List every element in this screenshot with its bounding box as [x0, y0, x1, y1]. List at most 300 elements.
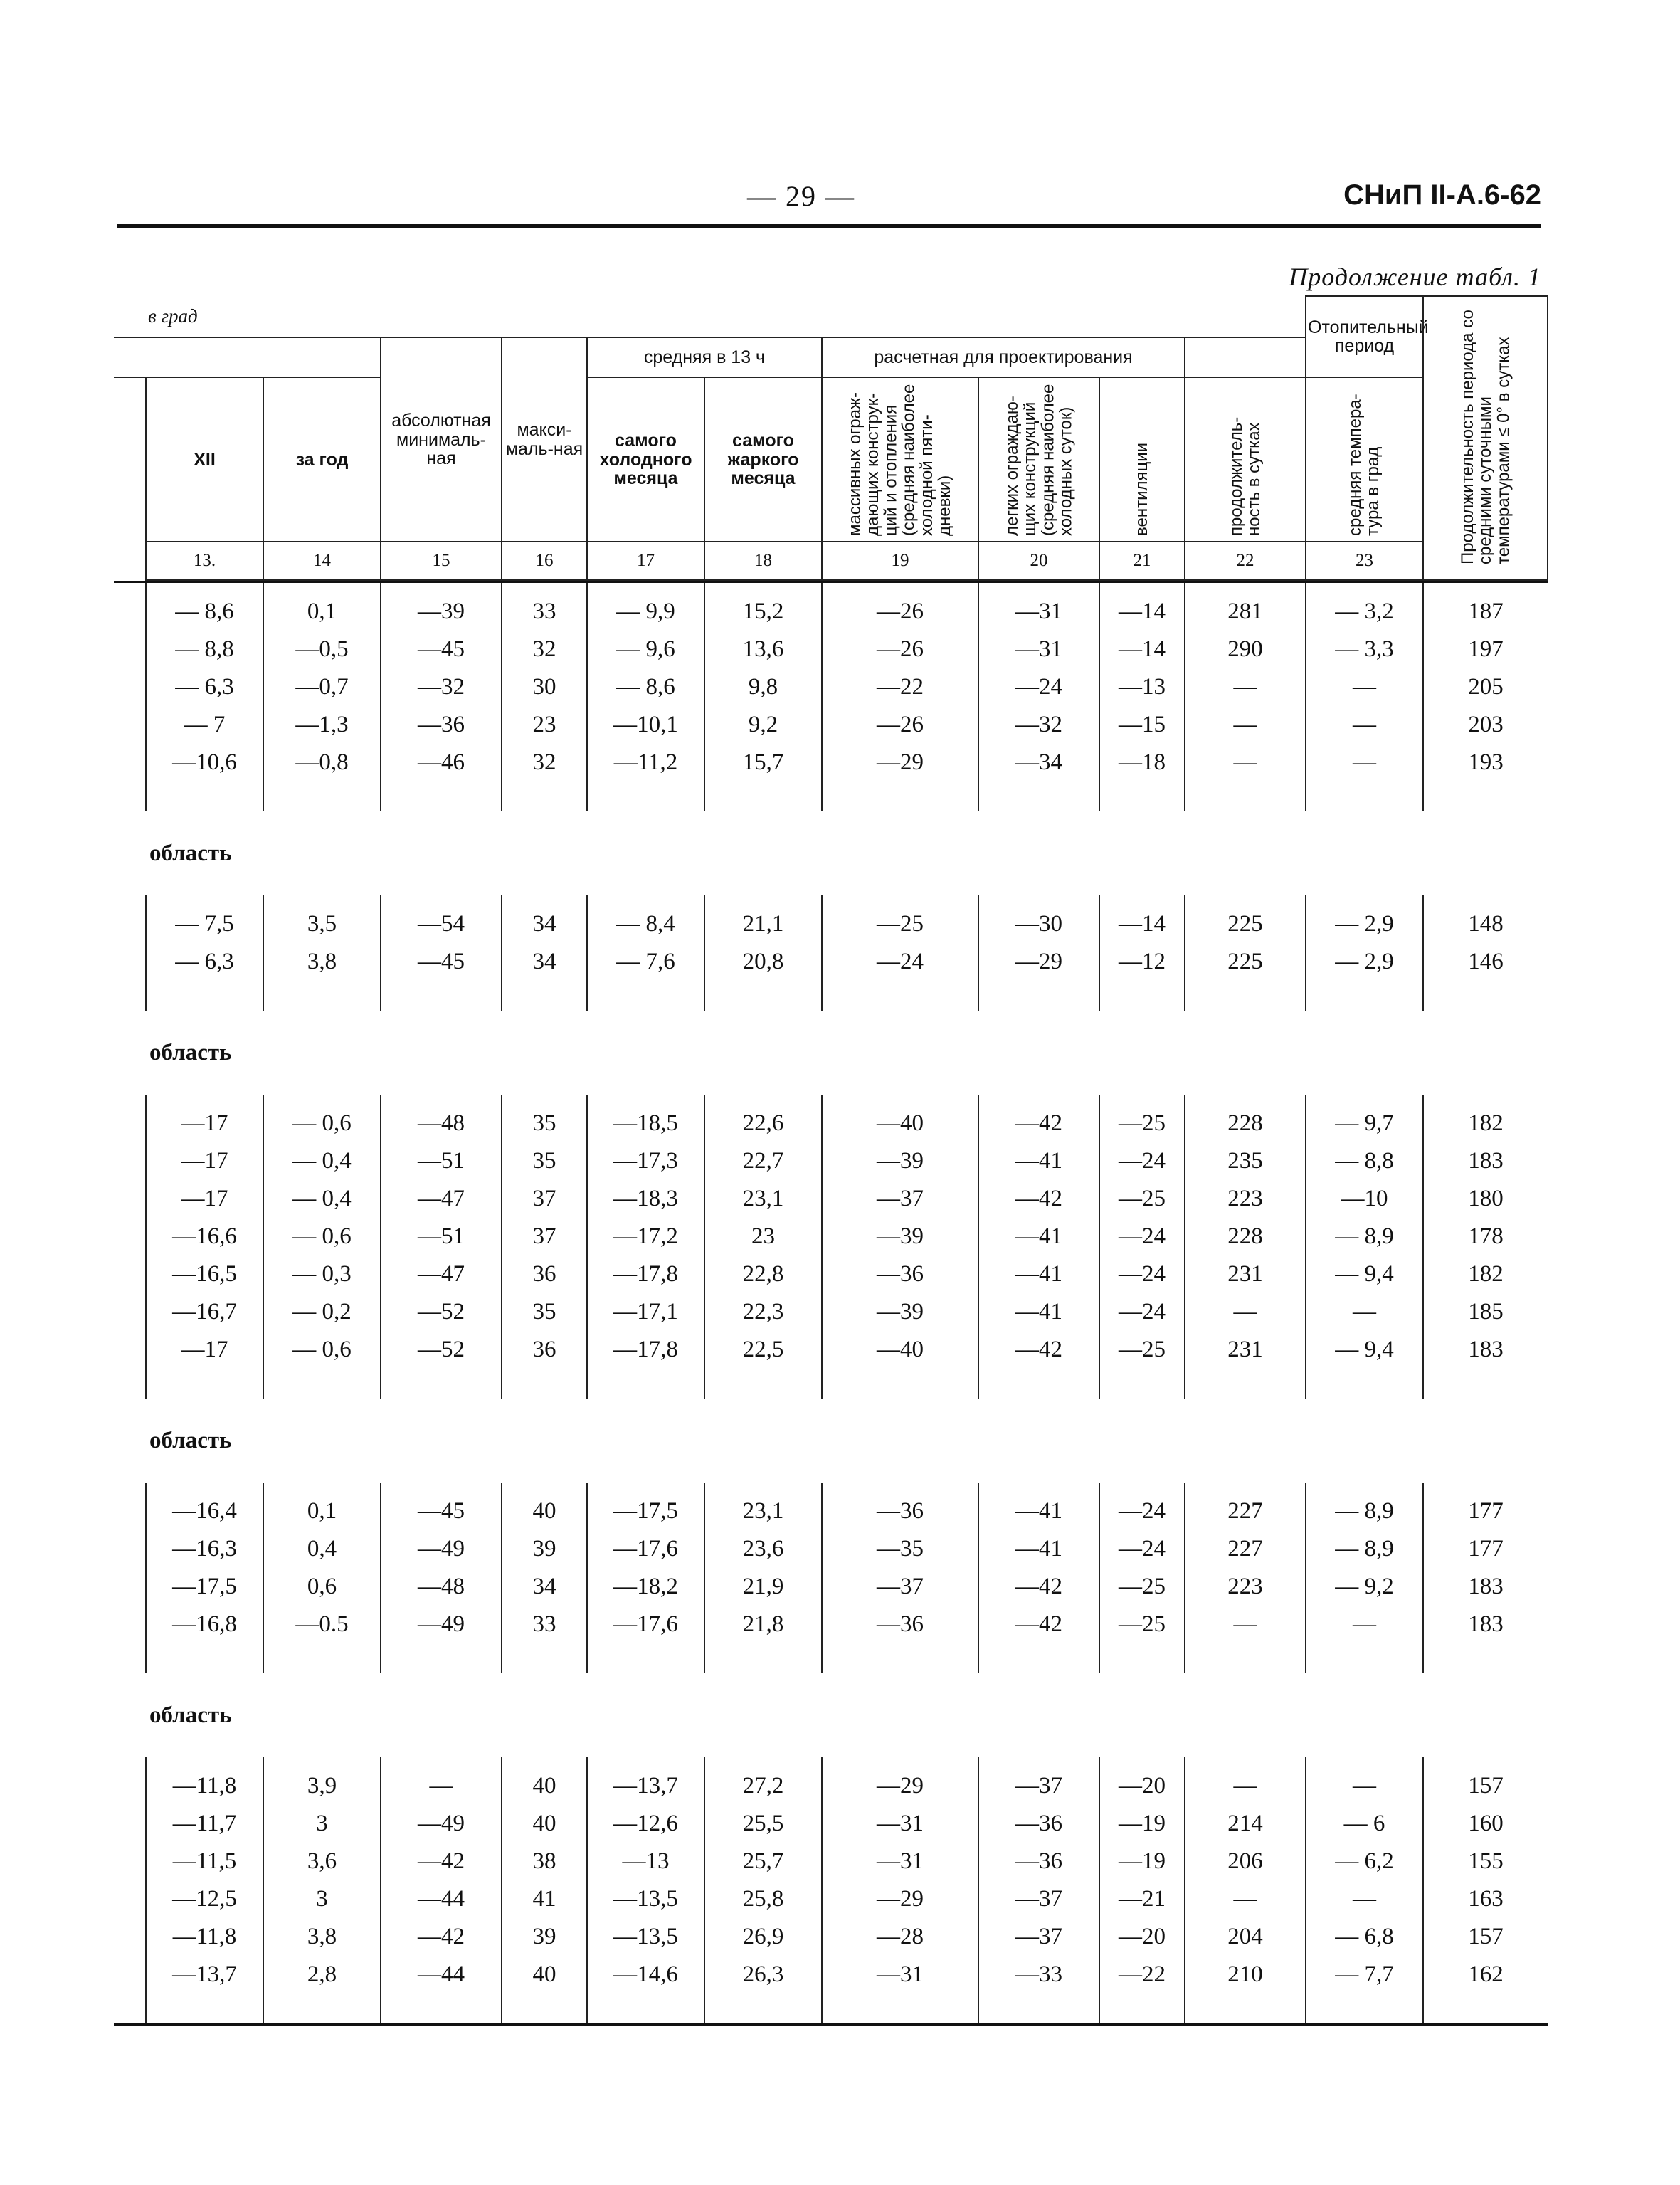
table-cell-col14: —0,8 — [263, 744, 381, 781]
table-cell-col18: 9,2 — [704, 706, 822, 744]
data-group — [114, 895, 1548, 1011]
table-cell-col16: 23 — [502, 706, 587, 744]
table-cell-col17: —17,8 — [587, 1255, 704, 1293]
table-cell-col19: —26 — [822, 631, 978, 668]
table-cell-col17: —18,3 — [587, 1180, 704, 1218]
table-row — [114, 1180, 1548, 1218]
col19-text: массивных ограж-дающих конструк-ций и отопления (средняя наиболее холодной пяти-дневки) — [845, 384, 955, 536]
table-cell-col17: —18,2 — [587, 1568, 704, 1606]
table-cell-col21: —14 — [1099, 593, 1185, 631]
table-cell-col15: —44 — [381, 1880, 502, 1918]
table-cell-col21: —25 — [1099, 1180, 1185, 1218]
table-cell-col23: — 2,9 — [1306, 905, 1423, 943]
col14-header: за год — [263, 377, 381, 542]
col13-header: XII — [146, 377, 263, 542]
table-cell-col18: 23,1 — [704, 1180, 822, 1218]
table-cell-col14: — 0,6 — [263, 1105, 381, 1142]
table-cell-col13: —16,7 — [146, 1293, 263, 1331]
table-cell-col18: 21,8 — [704, 1606, 822, 1643]
table-cell-col19: —39 — [822, 1293, 978, 1331]
table-cell-col23: — 6,8 — [1306, 1918, 1423, 1956]
table-cell-col19: —26 — [822, 593, 978, 631]
region-label: область — [149, 1702, 232, 1729]
col-number: 17 — [587, 542, 704, 580]
table-cell-col23: — 6,2 — [1306, 1843, 1423, 1880]
table-cell-col18: 25,8 — [704, 1880, 822, 1918]
row-margin — [114, 1180, 146, 1218]
table-cell-col21: —25 — [1099, 1568, 1185, 1606]
table-cell-col14: 3,9 — [263, 1767, 381, 1805]
table-row — [114, 1492, 1548, 1530]
table-cell-col19: —25 — [822, 905, 978, 943]
table-cell-col22: — — [1185, 706, 1306, 744]
col16-header: макси-маль-ная — [502, 337, 587, 542]
data-group — [114, 1483, 1548, 1673]
table-cell-col22: 290 — [1185, 631, 1306, 668]
table-cell-col18: 13,6 — [704, 631, 822, 668]
table-cell-col24: 203 — [1423, 706, 1548, 744]
table-cell-col23: — 8,8 — [1306, 1142, 1423, 1180]
row-margin — [114, 1218, 146, 1255]
table-cell-col23: — 9,4 — [1306, 1331, 1423, 1369]
table-cell-col21: —19 — [1099, 1805, 1185, 1843]
table-cell-col16: 40 — [502, 1767, 587, 1805]
table-cell-col22: 223 — [1185, 1568, 1306, 1606]
header-spacer — [114, 337, 381, 377]
row-margin — [114, 1142, 146, 1180]
table-cell-col21: —19 — [1099, 1843, 1185, 1880]
table-cell-col24: 148 — [1423, 905, 1548, 943]
table-cell-col16: 30 — [502, 668, 587, 706]
table-cell-col19: —36 — [822, 1492, 978, 1530]
table-cell-col17: — 7,6 — [587, 943, 704, 981]
table-cell-col19: —29 — [822, 744, 978, 781]
col-number: 20 — [978, 542, 1099, 580]
table-cell-col16: 39 — [502, 1918, 587, 1956]
table-cell-col24: 157 — [1423, 1918, 1548, 1956]
table-cell-col21: —24 — [1099, 1255, 1185, 1293]
table-cell-col13: —17 — [146, 1331, 263, 1369]
table-cell-col18: 23 — [704, 1218, 822, 1255]
table-cell-col16: 39 — [502, 1530, 587, 1568]
col-number: 22 — [1185, 542, 1306, 580]
table-cell-col24: 197 — [1423, 631, 1548, 668]
col-number: 18 — [704, 542, 822, 580]
table-cell-col13: —11,8 — [146, 1918, 263, 1956]
table-cell-col18: 15,7 — [704, 744, 822, 781]
table-cell-col22: 225 — [1185, 943, 1306, 981]
table-cell-col19: —29 — [822, 1767, 978, 1805]
table-cell-col16: 34 — [502, 1568, 587, 1606]
table-cell-col17: —13,5 — [587, 1880, 704, 1918]
top-rule — [117, 224, 1541, 228]
table-cell-col22: 223 — [1185, 1180, 1306, 1218]
table-cell-col16: 40 — [502, 1956, 587, 1994]
table-cell-col16: 38 — [502, 1843, 587, 1880]
table-cell-col20: —24 — [978, 668, 1099, 706]
table-cell-col13: — 6,3 — [146, 668, 263, 706]
table-cell-col15: —44 — [381, 1956, 502, 1994]
row-margin — [114, 1293, 146, 1331]
table-cell-col13: —11,5 — [146, 1843, 263, 1880]
table-cell-col14: 3 — [263, 1805, 381, 1843]
region-label: область — [149, 1428, 232, 1454]
region-label: область — [149, 1040, 232, 1066]
col23-text: средняя темпера-тура в град — [1346, 394, 1383, 536]
table-cell-col14: — 0,2 — [263, 1293, 381, 1331]
table-row — [114, 668, 1548, 706]
table-cell-col24: 182 — [1423, 1255, 1548, 1293]
table-cell-col13: —10,6 — [146, 744, 263, 781]
table-cell-col17: — 8,6 — [587, 668, 704, 706]
table-cell-col19: —36 — [822, 1255, 978, 1293]
table-cell-col23: — 9,4 — [1306, 1255, 1423, 1293]
table-row — [114, 1105, 1548, 1142]
data-group — [114, 1757, 1548, 2023]
table-cell-col19: —40 — [822, 1331, 978, 1369]
table-row — [114, 1918, 1548, 1956]
table-cell-col18: 23,1 — [704, 1492, 822, 1530]
table-cell-col21: —24 — [1099, 1530, 1185, 1568]
table-cell-col20: —36 — [978, 1805, 1099, 1843]
table-cell-col20: —42 — [978, 1568, 1099, 1606]
table-cell-col13: —16,5 — [146, 1255, 263, 1293]
table-cell-col14: 0,1 — [263, 593, 381, 631]
table-cell-col13: —16,6 — [146, 1218, 263, 1255]
table-cell-col20: —42 — [978, 1606, 1099, 1643]
table-cell-col24: 205 — [1423, 668, 1548, 706]
table-cell-col15: —46 — [381, 744, 502, 781]
row-margin — [114, 1530, 146, 1568]
table-row — [114, 1530, 1548, 1568]
col-number: 14 — [263, 542, 381, 580]
data-group — [114, 583, 1548, 811]
table-cell-col15: —42 — [381, 1843, 502, 1880]
table-cell-col15: — — [381, 1767, 502, 1805]
table-cell-col23: — 9,7 — [1306, 1105, 1423, 1142]
table-cell-col23: — 2,9 — [1306, 943, 1423, 981]
table-cell-col17: — 9,6 — [587, 631, 704, 668]
table-cell-col20: —37 — [978, 1767, 1099, 1805]
table-cell-col20: —41 — [978, 1218, 1099, 1255]
col-number: 15 — [381, 542, 502, 580]
mean-13h-header: средняя в 13 ч — [587, 337, 822, 377]
table-cell-col17: —13 — [587, 1843, 704, 1880]
table-cell-col15: —52 — [381, 1331, 502, 1369]
table-cell-col14: 3,8 — [263, 1918, 381, 1956]
col-number: 21 — [1099, 542, 1185, 580]
table-cell-col23: — 6 — [1306, 1805, 1423, 1843]
table-cell-col15: —51 — [381, 1142, 502, 1180]
table-cell-col22: 206 — [1185, 1843, 1306, 1880]
table-cell-col24: 157 — [1423, 1767, 1548, 1805]
table-cell-col16: 33 — [502, 593, 587, 631]
table-cell-col15: —47 — [381, 1255, 502, 1293]
table-cell-col24: 183 — [1423, 1331, 1548, 1369]
table-cell-col21: —20 — [1099, 1918, 1185, 1956]
table-cell-col21: —14 — [1099, 905, 1185, 943]
table-cell-col19: —24 — [822, 943, 978, 981]
table-cell-col18: 23,6 — [704, 1530, 822, 1568]
table-cell-col23: — — [1306, 1293, 1423, 1331]
table-cell-col14: 0,1 — [263, 1492, 381, 1530]
table-cell-col22: 225 — [1185, 905, 1306, 943]
table-cell-col24: 160 — [1423, 1805, 1548, 1843]
table-cell-col13: — 7,5 — [146, 905, 263, 943]
row-margin — [114, 1606, 146, 1643]
region-label: область — [149, 841, 232, 867]
table-cell-col18: 22,8 — [704, 1255, 822, 1293]
design-header: расчетная для проектирования — [822, 337, 1185, 377]
table-cell-col14: 0,6 — [263, 1568, 381, 1606]
table-cell-col18: 26,9 — [704, 1918, 822, 1956]
table-cell-col23: — 9,2 — [1306, 1568, 1423, 1606]
table-cell-col20: —41 — [978, 1492, 1099, 1530]
table-cell-col20: —41 — [978, 1530, 1099, 1568]
table-cell-col22: 214 — [1185, 1805, 1306, 1843]
table-row — [114, 1805, 1548, 1843]
table-cell-col14: 3 — [263, 1880, 381, 1918]
table-cell-col18: 27,2 — [704, 1767, 822, 1805]
cold-duration-text: Продолжительность периода со средними суточными температурами ≤ 0° в сутках — [1457, 310, 1513, 564]
table-cell-col18: 21,9 — [704, 1568, 822, 1606]
row-margin — [114, 1880, 146, 1918]
table-cell-col15: —49 — [381, 1805, 502, 1843]
table-cell-col22: — — [1185, 1880, 1306, 1918]
table-cell-col15: —49 — [381, 1606, 502, 1643]
table-cell-col16: 33 — [502, 1606, 587, 1643]
table-cell-col14: —0.5 — [263, 1606, 381, 1643]
table-cell-col14: 2,8 — [263, 1956, 381, 1994]
table-cell-col21: —24 — [1099, 1142, 1185, 1180]
col21-text: вентиляции — [1132, 442, 1152, 536]
table-row — [114, 1880, 1548, 1918]
table-cell-col14: — 0,6 — [263, 1218, 381, 1255]
table-cell-col15: —47 — [381, 1180, 502, 1218]
table-row — [114, 1331, 1548, 1369]
row-margin — [114, 1492, 146, 1530]
table-cell-col16: 34 — [502, 943, 587, 981]
col22-header — [1185, 377, 1306, 542]
table-cell-col22: 210 — [1185, 1956, 1306, 1994]
table-cell-col14: —0,5 — [263, 631, 381, 668]
table-cell-col18: 22,3 — [704, 1293, 822, 1331]
row-margin — [114, 1956, 146, 1994]
table-cell-col15: —54 — [381, 905, 502, 943]
table-cell-col23: — — [1306, 1880, 1423, 1918]
table-cell-col21: —25 — [1099, 1331, 1185, 1369]
table-row — [114, 1606, 1548, 1643]
table-cell-col16: 34 — [502, 905, 587, 943]
table-cell-col22: 204 — [1185, 1918, 1306, 1956]
table-cell-col21: —18 — [1099, 744, 1185, 781]
table-cell-col13: — 7 — [146, 706, 263, 744]
table-cell-col16: 35 — [502, 1293, 587, 1331]
table-cell-col17: — 8,4 — [587, 905, 704, 943]
table-cell-col21: —25 — [1099, 1105, 1185, 1142]
table-cell-col13: — 8,6 — [146, 593, 263, 631]
table-cell-col23: — — [1306, 744, 1423, 781]
table-cell-col19: —40 — [822, 1105, 978, 1142]
table-cell-col19: —36 — [822, 1606, 978, 1643]
col18-header: самого жаркого месяца — [704, 377, 822, 542]
table-cell-col21: —15 — [1099, 706, 1185, 744]
table-body — [114, 583, 1548, 2023]
row-margin — [114, 1105, 146, 1142]
table-cell-col13: —16,3 — [146, 1530, 263, 1568]
table-cell-col24: 163 — [1423, 1880, 1548, 1918]
row-margin — [114, 1767, 146, 1805]
table-cell-col13: — 8,8 — [146, 631, 263, 668]
table-cell-col15: —45 — [381, 631, 502, 668]
row-margin — [114, 1331, 146, 1369]
table-cell-col22: 231 — [1185, 1331, 1306, 1369]
table-cell-col24: 183 — [1423, 1568, 1548, 1606]
table-cell-col18: 22,6 — [704, 1105, 822, 1142]
table-cell-col21: —20 — [1099, 1767, 1185, 1805]
table-cell-col15: —45 — [381, 943, 502, 981]
table-cell-col13: —16,4 — [146, 1492, 263, 1530]
table-cell-col21: —12 — [1099, 943, 1185, 981]
table-header — [114, 295, 1548, 581]
table-cell-col21: —24 — [1099, 1218, 1185, 1255]
table-row — [114, 1255, 1548, 1293]
table-cell-col14: — 0,6 — [263, 1331, 381, 1369]
table-cell-col17: —14,6 — [587, 1956, 704, 1994]
table-cell-col20: —37 — [978, 1880, 1099, 1918]
table-cell-col24: 185 — [1423, 1293, 1548, 1331]
table-cell-col17: —18,5 — [587, 1105, 704, 1142]
table-cell-col23: — 3,3 — [1306, 631, 1423, 668]
table-cell-col15: —52 — [381, 1293, 502, 1331]
table-cell-col20: —36 — [978, 1843, 1099, 1880]
number-spacer — [114, 542, 146, 580]
table-cell-col19: —26 — [822, 706, 978, 744]
table-cell-col24: 162 — [1423, 1956, 1548, 1994]
row-margin — [114, 744, 146, 781]
table-cell-col18: 20,8 — [704, 943, 822, 981]
table-cell-col18: 25,5 — [704, 1805, 822, 1843]
table-cell-col16: 36 — [502, 1255, 587, 1293]
table-cell-col24: 177 — [1423, 1530, 1548, 1568]
table-cell-col14: —0,7 — [263, 668, 381, 706]
table-cell-col21: —24 — [1099, 1293, 1185, 1331]
table-cell-col17: —13,7 — [587, 1767, 704, 1805]
col23-header — [1306, 377, 1423, 542]
table-cell-col19: —37 — [822, 1180, 978, 1218]
table-cell-col20: —41 — [978, 1255, 1099, 1293]
table-cell-col13: —17 — [146, 1105, 263, 1142]
table-cell-col20: —31 — [978, 593, 1099, 631]
table-cell-col14: 3,8 — [263, 943, 381, 981]
table-cell-col16: 40 — [502, 1805, 587, 1843]
table-cell-col20: —32 — [978, 706, 1099, 744]
row-margin — [114, 943, 146, 981]
row-margin — [114, 1918, 146, 1956]
table-cell-col24: 178 — [1423, 1218, 1548, 1255]
table-cell-col24: 180 — [1423, 1180, 1548, 1218]
cold-duration-header — [1423, 296, 1548, 580]
table-cell-col17: —17,6 — [587, 1606, 704, 1643]
table-cell-col23: —10 — [1306, 1180, 1423, 1218]
left-margin-cell — [114, 377, 146, 542]
table-cell-col15: —45 — [381, 1492, 502, 1530]
table-cell-col16: 35 — [502, 1142, 587, 1180]
table-cell-col20: —42 — [978, 1180, 1099, 1218]
table-cell-col15: —48 — [381, 1105, 502, 1142]
table-cell-col22: 228 — [1185, 1105, 1306, 1142]
table-cell-col22: 228 — [1185, 1218, 1306, 1255]
col-number: 13. — [146, 542, 263, 580]
table-cell-col14: — 0,4 — [263, 1180, 381, 1218]
col21-header — [1099, 377, 1185, 542]
table-cell-col23: — — [1306, 1606, 1423, 1643]
table-cell-col19: —22 — [822, 668, 978, 706]
heating-period-header: Отопительный период — [1306, 296, 1423, 377]
climate-table — [114, 295, 1548, 2026]
col-number: 16 — [502, 542, 587, 580]
table-cell-col16: 35 — [502, 1105, 587, 1142]
table-cell-col22: 235 — [1185, 1142, 1306, 1180]
table-cell-col16: 40 — [502, 1492, 587, 1530]
table-continuation-note: Продолжение табл. 1 — [1289, 263, 1541, 291]
table-cell-col24: 182 — [1423, 1105, 1548, 1142]
table-row — [114, 706, 1548, 744]
table-cell-col18: 22,5 — [704, 1331, 822, 1369]
col19-header — [822, 377, 978, 542]
row-margin — [114, 668, 146, 706]
table-cell-col15: —36 — [381, 706, 502, 744]
col22-text: продолжитель-ность в сутках — [1226, 416, 1264, 536]
table-row — [114, 1956, 1548, 1994]
table-cell-col21: —22 — [1099, 1956, 1185, 1994]
row-margin — [114, 1805, 146, 1843]
table-cell-col24: 177 — [1423, 1492, 1548, 1530]
table-cell-col22: 281 — [1185, 593, 1306, 631]
table-cell-col17: —11,2 — [587, 744, 704, 781]
table-cell-col21: —21 — [1099, 1880, 1185, 1918]
table-cell-col24: 183 — [1423, 1142, 1548, 1180]
row-margin — [114, 706, 146, 744]
table-cell-col23: — — [1306, 706, 1423, 744]
table-cell-col13: —17 — [146, 1180, 263, 1218]
table-cell-col14: 0,4 — [263, 1530, 381, 1568]
table-cell-col16: 36 — [502, 1331, 587, 1369]
table-cell-col13: —17,5 — [146, 1568, 263, 1606]
table-cell-col18: 25,7 — [704, 1843, 822, 1880]
table-cell-col23: — 3,2 — [1306, 593, 1423, 631]
table-cell-col17: —13,5 — [587, 1918, 704, 1956]
table-cell-col14: — 0,4 — [263, 1142, 381, 1180]
table-cell-col20: —42 — [978, 1331, 1099, 1369]
table-cell-col17: —12,6 — [587, 1805, 704, 1843]
table-cell-col24: 183 — [1423, 1606, 1548, 1643]
unit-label: в град — [114, 296, 1306, 337]
table-cell-col19: —39 — [822, 1142, 978, 1180]
row-margin — [114, 631, 146, 668]
table-row — [114, 631, 1548, 668]
table-cell-col17: —17,8 — [587, 1331, 704, 1369]
table-cell-col22: 227 — [1185, 1492, 1306, 1530]
row-margin — [114, 593, 146, 631]
table-cell-col19: —28 — [822, 1918, 978, 1956]
table-cell-col15: —42 — [381, 1918, 502, 1956]
table-cell-col22: — — [1185, 744, 1306, 781]
table-cell-col17: —17,5 — [587, 1492, 704, 1530]
table-row — [114, 593, 1548, 631]
col20-text: легких ограждаю-щих конструкций (средняя наиболее холодных суток) — [1002, 384, 1076, 536]
table-cell-col20: —29 — [978, 943, 1099, 981]
